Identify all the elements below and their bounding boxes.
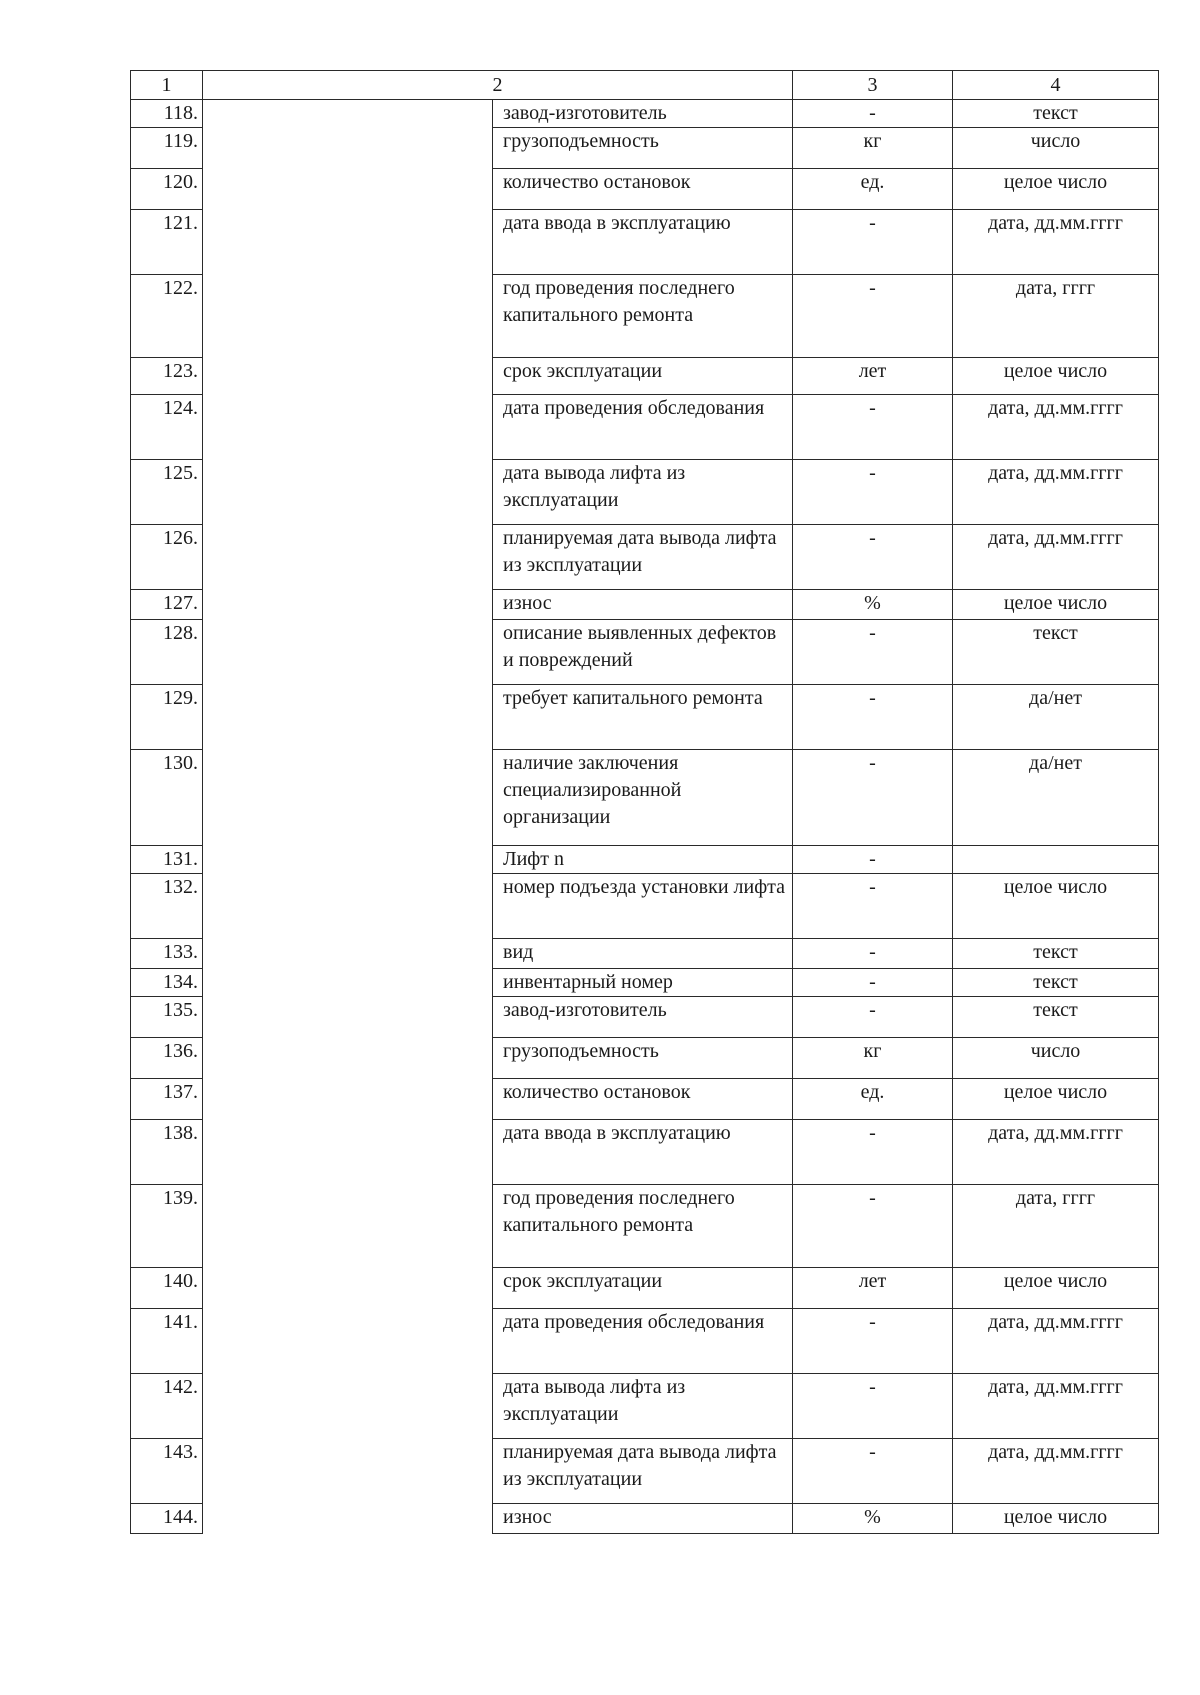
row-number: 140. bbox=[131, 1268, 203, 1309]
table-row bbox=[131, 358, 1159, 395]
row-unit: ед. bbox=[793, 1079, 953, 1120]
row-parameter-name: планируемая дата вывода лифта из эксплуатации bbox=[493, 525, 793, 590]
table-row bbox=[131, 939, 1159, 969]
row-value-type: дата, гггг bbox=[953, 275, 1159, 358]
row-group-cell bbox=[203, 1504, 493, 1534]
row-number: 134. bbox=[131, 969, 203, 997]
row-number: 118. bbox=[131, 100, 203, 128]
row-group-cell bbox=[203, 750, 493, 846]
row-value-type: дата, дд.мм.гггг bbox=[953, 460, 1159, 525]
row-number: 139. bbox=[131, 1185, 203, 1268]
row-group-cell bbox=[203, 358, 493, 395]
table-row bbox=[131, 1268, 1159, 1309]
row-parameter-name: износ bbox=[493, 1504, 793, 1534]
table-row bbox=[131, 685, 1159, 750]
row-parameter-name: наличие заключения специализированной организации bbox=[493, 750, 793, 846]
row-parameter-name: вид bbox=[493, 939, 793, 969]
row-unit: % bbox=[793, 1504, 953, 1534]
table-row bbox=[131, 1439, 1159, 1504]
row-unit: - bbox=[793, 275, 953, 358]
row-number: 136. bbox=[131, 1038, 203, 1079]
row-value-type: целое число bbox=[953, 874, 1159, 939]
row-unit: - bbox=[793, 1374, 953, 1439]
table-row bbox=[131, 969, 1159, 997]
table-row bbox=[131, 100, 1159, 128]
row-value-type: текст bbox=[953, 100, 1159, 128]
row-unit: - bbox=[793, 1120, 953, 1185]
row-number: 135. bbox=[131, 997, 203, 1038]
table-row bbox=[131, 169, 1159, 210]
header-cell-3: 3 bbox=[793, 71, 953, 100]
row-number: 121. bbox=[131, 210, 203, 275]
row-number: 122. bbox=[131, 275, 203, 358]
row-unit: лет bbox=[793, 1268, 953, 1309]
row-unit: % bbox=[793, 590, 953, 620]
row-group-cell bbox=[203, 1185, 493, 1268]
row-group-cell bbox=[203, 1079, 493, 1120]
row-value-type: дата, дд.мм.гггг bbox=[953, 1120, 1159, 1185]
row-parameter-name: срок эксплуатации bbox=[493, 1268, 793, 1309]
row-value-type: число bbox=[953, 1038, 1159, 1079]
row-group-cell bbox=[203, 100, 493, 128]
row-unit: - bbox=[793, 939, 953, 969]
row-value-type: да/нет bbox=[953, 750, 1159, 846]
row-parameter-name: количество остановок bbox=[493, 1079, 793, 1120]
row-value-type: целое число bbox=[953, 1504, 1159, 1534]
table-row bbox=[131, 460, 1159, 525]
row-unit: кг bbox=[793, 128, 953, 169]
table-row bbox=[131, 874, 1159, 939]
row-number: 128. bbox=[131, 620, 203, 685]
row-unit: - bbox=[793, 395, 953, 460]
row-unit: - bbox=[793, 620, 953, 685]
table-row bbox=[131, 846, 1159, 874]
row-value-type: дата, дд.мм.гггг bbox=[953, 525, 1159, 590]
row-unit: - bbox=[793, 874, 953, 939]
row-group-cell bbox=[203, 846, 493, 874]
table-row bbox=[131, 395, 1159, 460]
row-parameter-name: дата ввода в эксплуатацию bbox=[493, 210, 793, 275]
table-row bbox=[131, 620, 1159, 685]
row-value-type: дата, дд.мм.гггг bbox=[953, 1374, 1159, 1439]
row-parameter-name: номер подъезда установки лифта bbox=[493, 874, 793, 939]
table-row bbox=[131, 1185, 1159, 1268]
row-number: 123. bbox=[131, 358, 203, 395]
row-parameter-name: грузоподъемность bbox=[493, 1038, 793, 1079]
table-row bbox=[131, 1038, 1159, 1079]
row-value-type: текст bbox=[953, 620, 1159, 685]
row-value-type bbox=[953, 846, 1159, 874]
row-parameter-name: год проведения последнего капитального ремонта bbox=[493, 275, 793, 358]
row-number: 138. bbox=[131, 1120, 203, 1185]
row-parameter-name: требует капитального ремонта bbox=[493, 685, 793, 750]
row-value-type: целое число bbox=[953, 1268, 1159, 1309]
row-group-cell bbox=[203, 1374, 493, 1439]
row-group-cell bbox=[203, 1268, 493, 1309]
row-unit: - bbox=[793, 846, 953, 874]
row-unit: лет bbox=[793, 358, 953, 395]
row-group-cell bbox=[203, 275, 493, 358]
table-row bbox=[131, 210, 1159, 275]
row-number: 125. bbox=[131, 460, 203, 525]
row-parameter-name: планируемая дата вывода лифта из эксплуатации bbox=[493, 1439, 793, 1504]
row-parameter-name: дата ввода в эксплуатацию bbox=[493, 1120, 793, 1185]
row-value-type: целое число bbox=[953, 1079, 1159, 1120]
row-group-cell bbox=[203, 874, 493, 939]
row-unit: - bbox=[793, 1309, 953, 1374]
row-value-type: дата, дд.мм.гггг bbox=[953, 395, 1159, 460]
row-unit: - bbox=[793, 460, 953, 525]
row-number: 120. bbox=[131, 169, 203, 210]
row-group-cell bbox=[203, 997, 493, 1038]
table-row bbox=[131, 275, 1159, 358]
header-row bbox=[131, 71, 1159, 100]
row-value-type: целое число bbox=[953, 590, 1159, 620]
table-row bbox=[131, 525, 1159, 590]
row-unit: - bbox=[793, 525, 953, 590]
table-row bbox=[131, 1309, 1159, 1374]
row-group-cell bbox=[203, 210, 493, 275]
row-parameter-name: износ bbox=[493, 590, 793, 620]
row-parameter-name: грузоподъемность bbox=[493, 128, 793, 169]
row-group-cell bbox=[203, 128, 493, 169]
table-row bbox=[131, 1374, 1159, 1439]
row-number: 131. bbox=[131, 846, 203, 874]
row-group-cell bbox=[203, 1120, 493, 1185]
row-group-cell bbox=[203, 1439, 493, 1504]
row-group-cell bbox=[203, 525, 493, 590]
row-unit: - bbox=[793, 100, 953, 128]
row-parameter-name: дата проведения обследования bbox=[493, 1309, 793, 1374]
row-unit: - bbox=[793, 1185, 953, 1268]
row-value-type: текст bbox=[953, 997, 1159, 1038]
table-row bbox=[131, 1504, 1159, 1534]
row-unit: ед. bbox=[793, 169, 953, 210]
row-unit: - bbox=[793, 1439, 953, 1504]
row-parameter-name: срок эксплуатации bbox=[493, 358, 793, 395]
data-table bbox=[130, 70, 1159, 1534]
row-parameter-name: Лифт n bbox=[493, 846, 793, 874]
row-number: 143. bbox=[131, 1439, 203, 1504]
row-number: 129. bbox=[131, 685, 203, 750]
row-value-type: дата, дд.мм.гггг bbox=[953, 210, 1159, 275]
row-number: 142. bbox=[131, 1374, 203, 1439]
row-parameter-name: год проведения последнего капитального ремонта bbox=[493, 1185, 793, 1268]
row-parameter-name: дата вывода лифта из эксплуатации bbox=[493, 1374, 793, 1439]
row-value-type: дата, гггг bbox=[953, 1185, 1159, 1268]
row-number: 124. bbox=[131, 395, 203, 460]
row-group-cell bbox=[203, 460, 493, 525]
row-number: 119. bbox=[131, 128, 203, 169]
row-number: 144. bbox=[131, 1504, 203, 1534]
row-value-type: целое число bbox=[953, 169, 1159, 210]
row-value-type: текст bbox=[953, 939, 1159, 969]
table-row bbox=[131, 1079, 1159, 1120]
table-row bbox=[131, 1120, 1159, 1185]
row-group-cell bbox=[203, 395, 493, 460]
row-number: 130. bbox=[131, 750, 203, 846]
table-body bbox=[131, 71, 1159, 1534]
row-unit: - bbox=[793, 210, 953, 275]
row-group-cell bbox=[203, 590, 493, 620]
row-group-cell bbox=[203, 969, 493, 997]
table-row bbox=[131, 997, 1159, 1038]
row-value-type: дата, дд.мм.гггг bbox=[953, 1309, 1159, 1374]
row-parameter-name: инвентарный номер bbox=[493, 969, 793, 997]
row-number: 126. bbox=[131, 525, 203, 590]
table-row bbox=[131, 128, 1159, 169]
row-number: 137. bbox=[131, 1079, 203, 1120]
row-value-type: текст bbox=[953, 969, 1159, 997]
row-number: 141. bbox=[131, 1309, 203, 1374]
row-parameter-name: дата вывода лифта из эксплуатации bbox=[493, 460, 793, 525]
row-parameter-name: описание выявленных дефектов и повреждений bbox=[493, 620, 793, 685]
row-unit: - bbox=[793, 997, 953, 1038]
row-value-type: целое число bbox=[953, 358, 1159, 395]
row-unit: кг bbox=[793, 1038, 953, 1079]
row-group-cell bbox=[203, 1309, 493, 1374]
header-cell-1: 1 bbox=[131, 71, 203, 100]
row-parameter-name: завод-изготовитель bbox=[493, 997, 793, 1038]
row-group-cell bbox=[203, 685, 493, 750]
row-unit: - bbox=[793, 750, 953, 846]
row-value-type: да/нет bbox=[953, 685, 1159, 750]
row-group-cell bbox=[203, 620, 493, 685]
row-group-cell bbox=[203, 939, 493, 969]
row-number: 127. bbox=[131, 590, 203, 620]
header-cell-4: 4 bbox=[953, 71, 1159, 100]
row-number: 133. bbox=[131, 939, 203, 969]
row-value-type: число bbox=[953, 128, 1159, 169]
row-value-type: дата, дд.мм.гггг bbox=[953, 1439, 1159, 1504]
row-group-cell bbox=[203, 169, 493, 210]
header-cell-2: 2 bbox=[203, 71, 793, 100]
row-number: 132. bbox=[131, 874, 203, 939]
row-parameter-name: завод-изготовитель bbox=[493, 100, 793, 128]
row-parameter-name: количество остановок bbox=[493, 169, 793, 210]
table-row bbox=[131, 590, 1159, 620]
row-unit: - bbox=[793, 685, 953, 750]
row-parameter-name: дата проведения обследования bbox=[493, 395, 793, 460]
row-unit: - bbox=[793, 969, 953, 997]
row-group-cell bbox=[203, 1038, 493, 1079]
table-row bbox=[131, 750, 1159, 846]
